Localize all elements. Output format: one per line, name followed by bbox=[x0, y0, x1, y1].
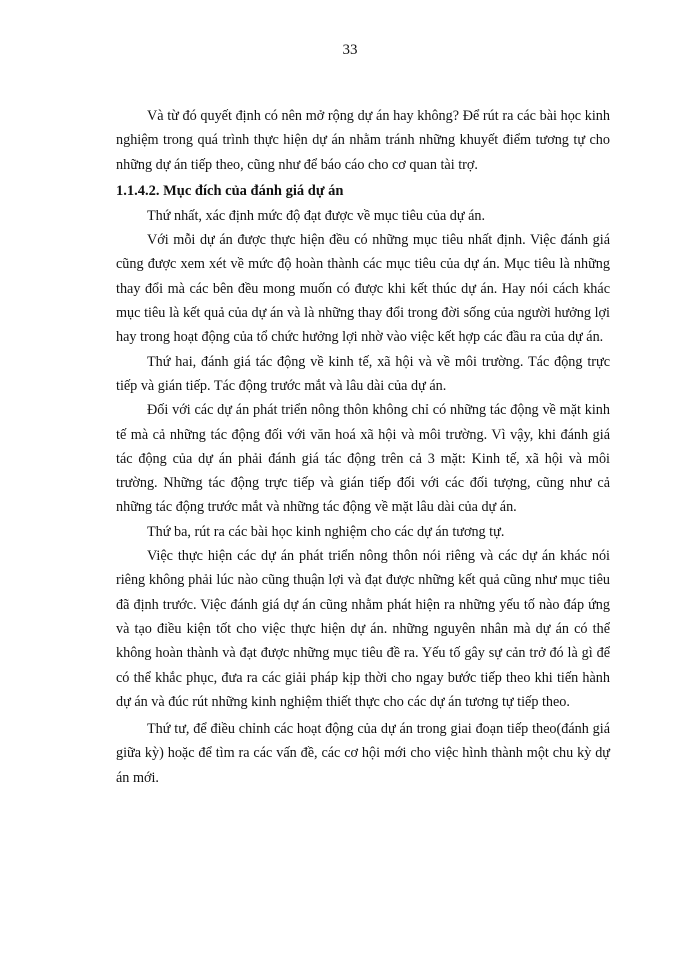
paragraph-first-purpose-detail: Với mỗi dự án được thực hiện đều có những mục tiêu nhất định. Việc đánh giá cũng được xem xét về mức độ hoàn thành các mục tiêu của dự án. Mục tiêu là những thay đổi mà các bên đều mong muốn có được khi kết thúc dự án. Hay nói cách khác mục tiêu là kết quả của dự án và là những thay đổi trong đời sống của người hưởng lợi hay trong hoạt động của tổ chức hưởng lợi nhờ vào việc kết hợp các đầu ra của dự án. bbox=[116, 232, 610, 346]
document-body bbox=[116, 104, 610, 790]
paragraph-intro: Và từ đó quyết định có nên mở rộng dự án hay không? Để rút ra các bài học kinh nghiệm trong quá trình thực hiện dự án nhằm tránh những khuyết điểm tương tự cho những dự án tiếp theo, cũng như để báo cáo cho cơ quan tài trợ. bbox=[116, 108, 610, 173]
paragraph-fourth-purpose: Thứ tư, để điều chỉnh các hoạt động của dự án trong giai đoạn tiếp theo(đánh giá giữa kỳ) hoặc để tìm ra các vấn đề, các cơ hội mới cho việc hình thành một chu kỳ dự án mới. bbox=[116, 721, 610, 786]
paragraph-third-purpose: Thứ ba, rút ra các bài học kinh nghiệm cho các dự án tương tự. bbox=[147, 523, 505, 540]
paragraph-first-purpose: Thứ nhất, xác định mức độ đạt được về mục tiêu của dự án. bbox=[147, 207, 486, 224]
page-number: 33 bbox=[342, 42, 358, 58]
paragraph-third-purpose-detail: Việc thực hiện các dự án phát triển nông thôn nói riêng và các dự án khác nói riêng không phải lúc nào cũng thuận lợi và đạt được những kết quả cũng như mục tiêu đã định trước. Việc đánh giá dự án cũng nhằm phát hiện ra những yếu tố nào đáp ứng và tạo điều kiện tốt cho việc thực hiện dự án. những nguyên nhân mà dự án có thể không hoàn thành và đạt được những mục tiêu đề ra. Yếu tố gây sự cản trở đó là gì để có thể khắc phục, đưa ra các giải pháp kịp thời cho ngay bước tiếp theo khi tiến hành dự án và đúc rút những kinh nghiệm thiết thực cho các dự án tương tự tiếp theo. bbox=[116, 548, 610, 710]
paragraph-second-purpose-detail: Đối với các dự án phát triển nông thôn không chỉ có những tác động về mặt kinh tế mà cả những tác động đối với văn hoá xã hội và môi trường. Vì vậy, khi đánh giá tác động của dự án phải đánh giá tác động trên cả 3 mặt: Kinh tế, xã hội và môi trường. Những tác động trực tiếp và gián tiếp đối với các đối tượng, cũng như cả những tác động trước mắt và những tác động về mặt lâu dài của dự án. bbox=[116, 402, 610, 516]
section-heading: 1.1.4.2. Mục đích của đánh giá dự án bbox=[116, 182, 344, 199]
paragraph-second-purpose: Thứ hai, đánh giá tác động về kinh tế, xã hội và về môi trường. Tác động trực tiếp và gián tiếp. Tác động trước mắt và lâu dài của dự án. bbox=[116, 353, 610, 394]
